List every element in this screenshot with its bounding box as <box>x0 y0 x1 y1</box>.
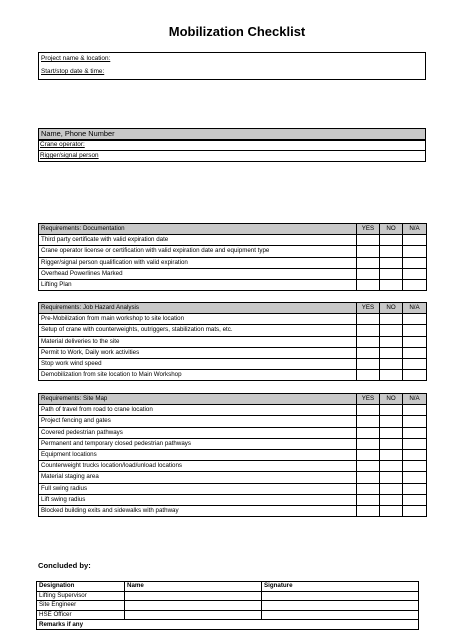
na-header: N/A <box>403 303 427 314</box>
remarks-field[interactable]: Remarks if any <box>37 620 419 630</box>
start-stop-date-label[interactable]: Start/stop date & time: <box>41 68 105 75</box>
hazard-table <box>38 302 427 381</box>
checklist-row <box>39 461 427 472</box>
na-checkbox-cell[interactable] <box>403 246 427 257</box>
signature-row <box>37 601 419 611</box>
na-checkbox-cell[interactable] <box>403 461 427 472</box>
na-checkbox-cell[interactable] <box>403 336 427 347</box>
sitemap-header: Requirements: Site Map <box>39 394 357 405</box>
yes-checkbox-cell[interactable] <box>357 427 380 438</box>
no-header: NO <box>380 394 403 405</box>
yes-checkbox-cell[interactable] <box>357 483 380 494</box>
no-checkbox-cell[interactable] <box>380 246 403 257</box>
checklist-item-label: Permanent and temporary closed pedestrian pathways <box>39 438 357 449</box>
no-checkbox-cell[interactable] <box>380 257 403 268</box>
no-checkbox-cell[interactable] <box>380 370 403 381</box>
name-cell[interactable] <box>125 610 262 620</box>
na-checkbox-cell[interactable] <box>403 325 427 336</box>
checklist-row <box>39 336 427 347</box>
checklist-row <box>39 246 427 257</box>
checklist-item-label: Third party certificate with valid expiration date <box>39 235 357 246</box>
yes-checkbox-cell[interactable] <box>357 235 380 246</box>
yes-checkbox-cell[interactable] <box>357 279 380 290</box>
project-info-box <box>38 52 426 80</box>
name-cell[interactable] <box>125 591 262 601</box>
checklist-row <box>39 314 427 325</box>
signature-cell[interactable] <box>262 601 419 611</box>
na-checkbox-cell[interactable] <box>403 483 427 494</box>
designation-cell: HSE Officer <box>37 610 125 620</box>
checklist-row <box>39 427 427 438</box>
yes-checkbox-cell[interactable] <box>357 416 380 427</box>
na-checkbox-cell[interactable] <box>403 279 427 290</box>
no-checkbox-cell[interactable] <box>380 494 403 505</box>
no-checkbox-cell[interactable] <box>380 235 403 246</box>
na-checkbox-cell[interactable] <box>403 416 427 427</box>
yes-checkbox-cell[interactable] <box>357 370 380 381</box>
checklist-item-label: Setup of crane with counterweights, outriggers, stabilization mats, etc. <box>39 325 357 336</box>
checklist-item-label: Stop work wind speed <box>39 358 357 369</box>
na-header: N/A <box>403 394 427 405</box>
na-checkbox-cell[interactable] <box>403 268 427 279</box>
checklist-item-label: Covered pedestrian pathways <box>39 427 357 438</box>
na-header: N/A <box>403 224 427 235</box>
checklist-item-label: Equipment locations <box>39 449 357 460</box>
checklist-row <box>39 472 427 483</box>
na-checkbox-cell[interactable] <box>403 358 427 369</box>
checklist-row <box>39 494 427 505</box>
no-header: NO <box>380 224 403 235</box>
yes-checkbox-cell[interactable] <box>357 449 380 460</box>
yes-checkbox-cell[interactable] <box>357 505 380 516</box>
na-checkbox-cell[interactable] <box>403 472 427 483</box>
signature-cell[interactable] <box>262 591 419 601</box>
name-header: Name <box>125 582 262 592</box>
na-checkbox-cell[interactable] <box>403 257 427 268</box>
documentation-table <box>38 223 427 291</box>
checklist-item-label: Full swing radius <box>39 483 357 494</box>
yes-checkbox-cell[interactable] <box>357 347 380 358</box>
yes-checkbox-cell[interactable] <box>357 336 380 347</box>
na-checkbox-cell[interactable] <box>403 505 427 516</box>
yes-header: YES <box>357 224 380 235</box>
na-checkbox-cell[interactable] <box>403 438 427 449</box>
documentation-header: Requirements: Documentation <box>39 224 357 235</box>
no-checkbox-cell[interactable] <box>380 483 403 494</box>
no-header: NO <box>380 303 403 314</box>
na-checkbox-cell[interactable] <box>403 427 427 438</box>
people-divider <box>38 150 426 151</box>
checklist-item-label: Pre-Mobilization from main workshop to site location <box>39 314 357 325</box>
remarks-row <box>37 620 419 630</box>
na-checkbox-cell[interactable] <box>403 347 427 358</box>
yes-checkbox-cell[interactable] <box>357 246 380 257</box>
yes-checkbox-cell[interactable] <box>357 268 380 279</box>
yes-checkbox-cell[interactable] <box>357 494 380 505</box>
yes-checkbox-cell[interactable] <box>357 358 380 369</box>
no-checkbox-cell[interactable] <box>380 347 403 358</box>
yes-header: YES <box>357 394 380 405</box>
no-checkbox-cell[interactable] <box>380 358 403 369</box>
concluded-by-label: Concluded by: <box>38 561 91 570</box>
rigger-signal-field[interactable]: Rigger/signal person <box>40 152 99 159</box>
hazard-header: Requirements: Job Hazard Analysis <box>39 303 357 314</box>
signature-header-row <box>37 582 419 592</box>
no-checkbox-cell[interactable] <box>380 279 403 290</box>
project-name-location-label[interactable]: Project name & location: <box>41 55 111 62</box>
yes-checkbox-cell[interactable] <box>357 325 380 336</box>
yes-checkbox-cell[interactable] <box>357 257 380 268</box>
no-checkbox-cell[interactable] <box>380 461 403 472</box>
designation-cell: Lifting Supervisor <box>37 591 125 601</box>
na-checkbox-cell[interactable] <box>403 235 427 246</box>
signature-cell[interactable] <box>262 610 419 620</box>
checklist-row <box>39 438 427 449</box>
checklist-item-label: Demobilization from site location to Main Workshop <box>39 370 357 381</box>
checklist-item-label: Material deliveries to the site <box>39 336 357 347</box>
name-phone-header: Name, Phone Number <box>38 128 426 140</box>
no-checkbox-cell[interactable] <box>380 427 403 438</box>
na-checkbox-cell[interactable] <box>403 449 427 460</box>
checklist-row <box>39 370 427 381</box>
no-checkbox-cell[interactable] <box>380 268 403 279</box>
name-cell[interactable] <box>125 601 262 611</box>
na-checkbox-cell[interactable] <box>403 405 427 416</box>
no-checkbox-cell[interactable] <box>380 438 403 449</box>
table-header-row <box>39 303 427 314</box>
signature-table <box>36 581 419 630</box>
no-checkbox-cell[interactable] <box>380 336 403 347</box>
na-checkbox-cell[interactable] <box>403 370 427 381</box>
no-checkbox-cell[interactable] <box>380 325 403 336</box>
yes-checkbox-cell[interactable] <box>357 438 380 449</box>
designation-cell: Site Engineer <box>37 601 125 611</box>
no-checkbox-cell[interactable] <box>380 472 403 483</box>
checklist-row <box>39 416 427 427</box>
checklist-row <box>39 483 427 494</box>
yes-checkbox-cell[interactable] <box>357 461 380 472</box>
yes-checkbox-cell[interactable] <box>357 472 380 483</box>
checklist-row <box>39 235 427 246</box>
checklist-item-label: Rigger/signal person qualification with valid expiration <box>39 257 357 268</box>
page-title: Mobilization Checklist <box>168 24 306 39</box>
na-checkbox-cell[interactable] <box>403 314 427 325</box>
checklist-row <box>39 257 427 268</box>
yes-header: YES <box>357 303 380 314</box>
designation-header: Designation <box>37 582 125 592</box>
checklist-row <box>39 279 427 290</box>
checklist-item-label: Path of travel from road to crane location <box>39 405 357 416</box>
checklist-item-label: Counterweight trucks location/load/unload locations <box>39 461 357 472</box>
no-checkbox-cell[interactable] <box>380 314 403 325</box>
sitemap-table <box>38 393 427 517</box>
yes-checkbox-cell[interactable] <box>357 314 380 325</box>
table-header-row <box>39 224 427 235</box>
na-checkbox-cell[interactable] <box>403 494 427 505</box>
checklist-row <box>39 347 427 358</box>
no-checkbox-cell[interactable] <box>380 449 403 460</box>
checklist-row <box>39 358 427 369</box>
signature-row <box>37 610 419 620</box>
checklist-item-label: Permit to Work, Daily work activities <box>39 347 357 358</box>
crane-operator-field[interactable]: Crane operator: <box>40 141 85 148</box>
checklist-item-label: Crane operator license or certification with valid expiration date and equipment type <box>39 246 357 257</box>
table-header-row <box>39 394 427 405</box>
checklist-item-label: Lift swing radius <box>39 494 357 505</box>
signature-header: Signature <box>262 582 419 592</box>
no-checkbox-cell[interactable] <box>380 405 403 416</box>
checklist-row <box>39 268 427 279</box>
checklist-row <box>39 405 427 416</box>
checklist-row <box>39 449 427 460</box>
no-checkbox-cell[interactable] <box>380 505 403 516</box>
checklist-item-label: Material staging area <box>39 472 357 483</box>
yes-checkbox-cell[interactable] <box>357 405 380 416</box>
checklist-item-label: Project fencing and gates <box>39 416 357 427</box>
checklist-item-label: Blocked building exits and sidewalks with pathway <box>39 505 357 516</box>
checklist-item-label: Overhead Powerlines Marked <box>39 268 357 279</box>
checklist-row <box>39 325 427 336</box>
signature-row <box>37 591 419 601</box>
no-checkbox-cell[interactable] <box>380 416 403 427</box>
checklist-row <box>39 505 427 516</box>
checklist-item-label: Lifting Plan <box>39 279 357 290</box>
